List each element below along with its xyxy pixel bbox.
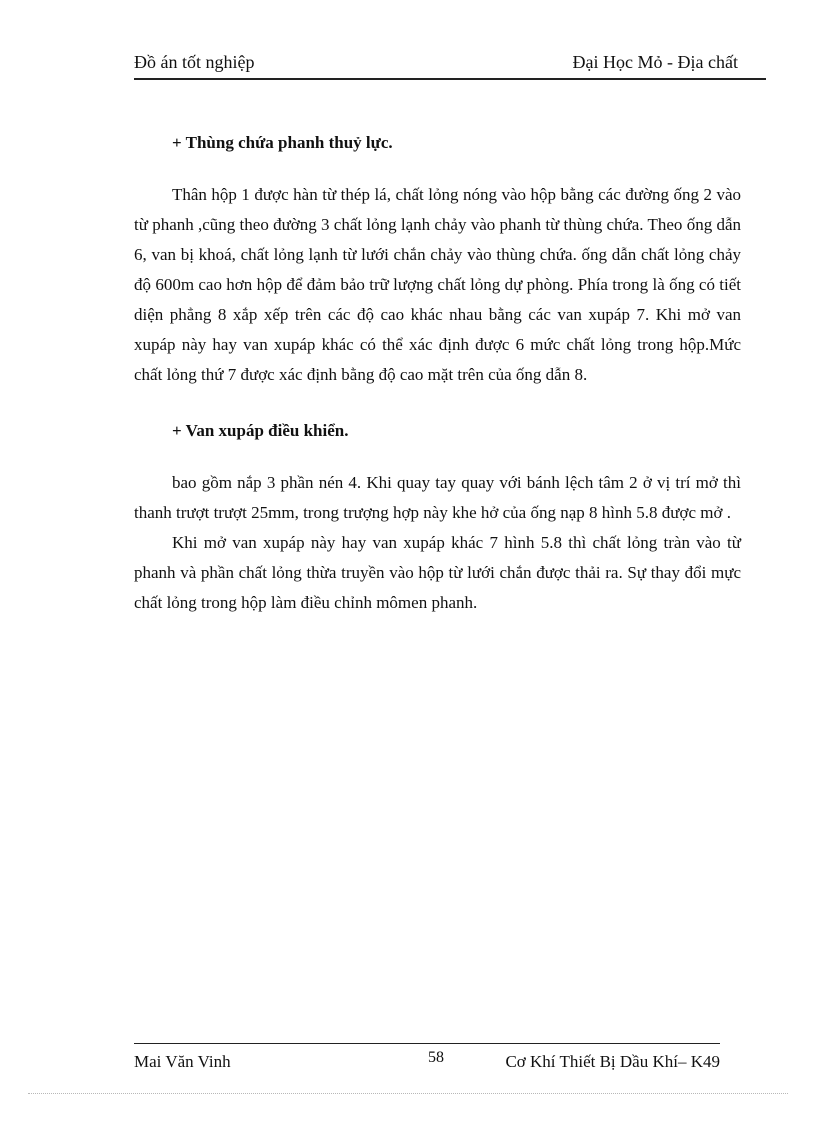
paragraph-control-valve-1: bao gồm nắp 3 phần nén 4. Khi quay tay quay với bánh lệch tâm 2 ở vị trí mở thì thanh trượt trượt 25mm, trong trượng hợp này khe hở của ống nạp 8 hình 5.8 được mở . <box>134 473 741 522</box>
section-heading-control-valve: + Van xupáp điều khiển. <box>172 421 349 440</box>
section-heading-brake-tank: + Thùng chứa phanh thuỷ lực. <box>172 133 393 152</box>
page-bottom-divider <box>28 1093 788 1094</box>
footer-department: Cơ Khí Thiết Bị Dầu Khí– K49 <box>505 1052 720 1071</box>
page-header <box>134 50 766 80</box>
paragraph-control-valve-2: Khi mở van xupáp này hay van xupáp khác 7 hình 5.8 thì chất lỏng tràn vào từ phanh và phần chất lỏng thừa truyền vào hộp từ lưới chắn được thải ra. Sự thay đổi mực chất lỏng trong hộp làm điều chỉnh mômen phanh. <box>134 533 741 612</box>
page-footer <box>134 1043 720 1078</box>
page-number: 58 <box>428 1049 444 1066</box>
document-body <box>134 128 741 618</box>
paragraph-brake-tank: Thân hộp 1 được hàn từ thép lá, chất lỏng nóng vào hộp bằng các đường ống 2 vào từ phanh ,cũng theo đường 3 chất lỏng lạnh chảy vào phanh từ thùng chứa. Theo ống dẫn 6, van bị khoá, chất lỏng lạnh từ lưới chắn chảy vào thùng chứa. ống dẫn chất lỏng chảy độ 600m cao hơn hộp để đảm bảo trữ lượng chất lỏng dự phòng. Phía trong là ống có tiết diện phẳng 8 xắp xếp trên các độ cao khác nhau bằng các van xupáp 7. Khi mở van xupáp này hay van xupáp khác có thể xác định được 6 mức chất lỏng trong hộp.Mức chất lỏng thứ 7 được xác định bằng độ cao mặt trên của ống dẫn 8. <box>134 185 741 384</box>
header-university: Đại Học Mỏ - Địa chất <box>572 52 738 72</box>
footer-author: Mai Văn Vinh <box>134 1052 231 1071</box>
header-document-type: Đồ án tốt nghiệp <box>134 52 255 72</box>
